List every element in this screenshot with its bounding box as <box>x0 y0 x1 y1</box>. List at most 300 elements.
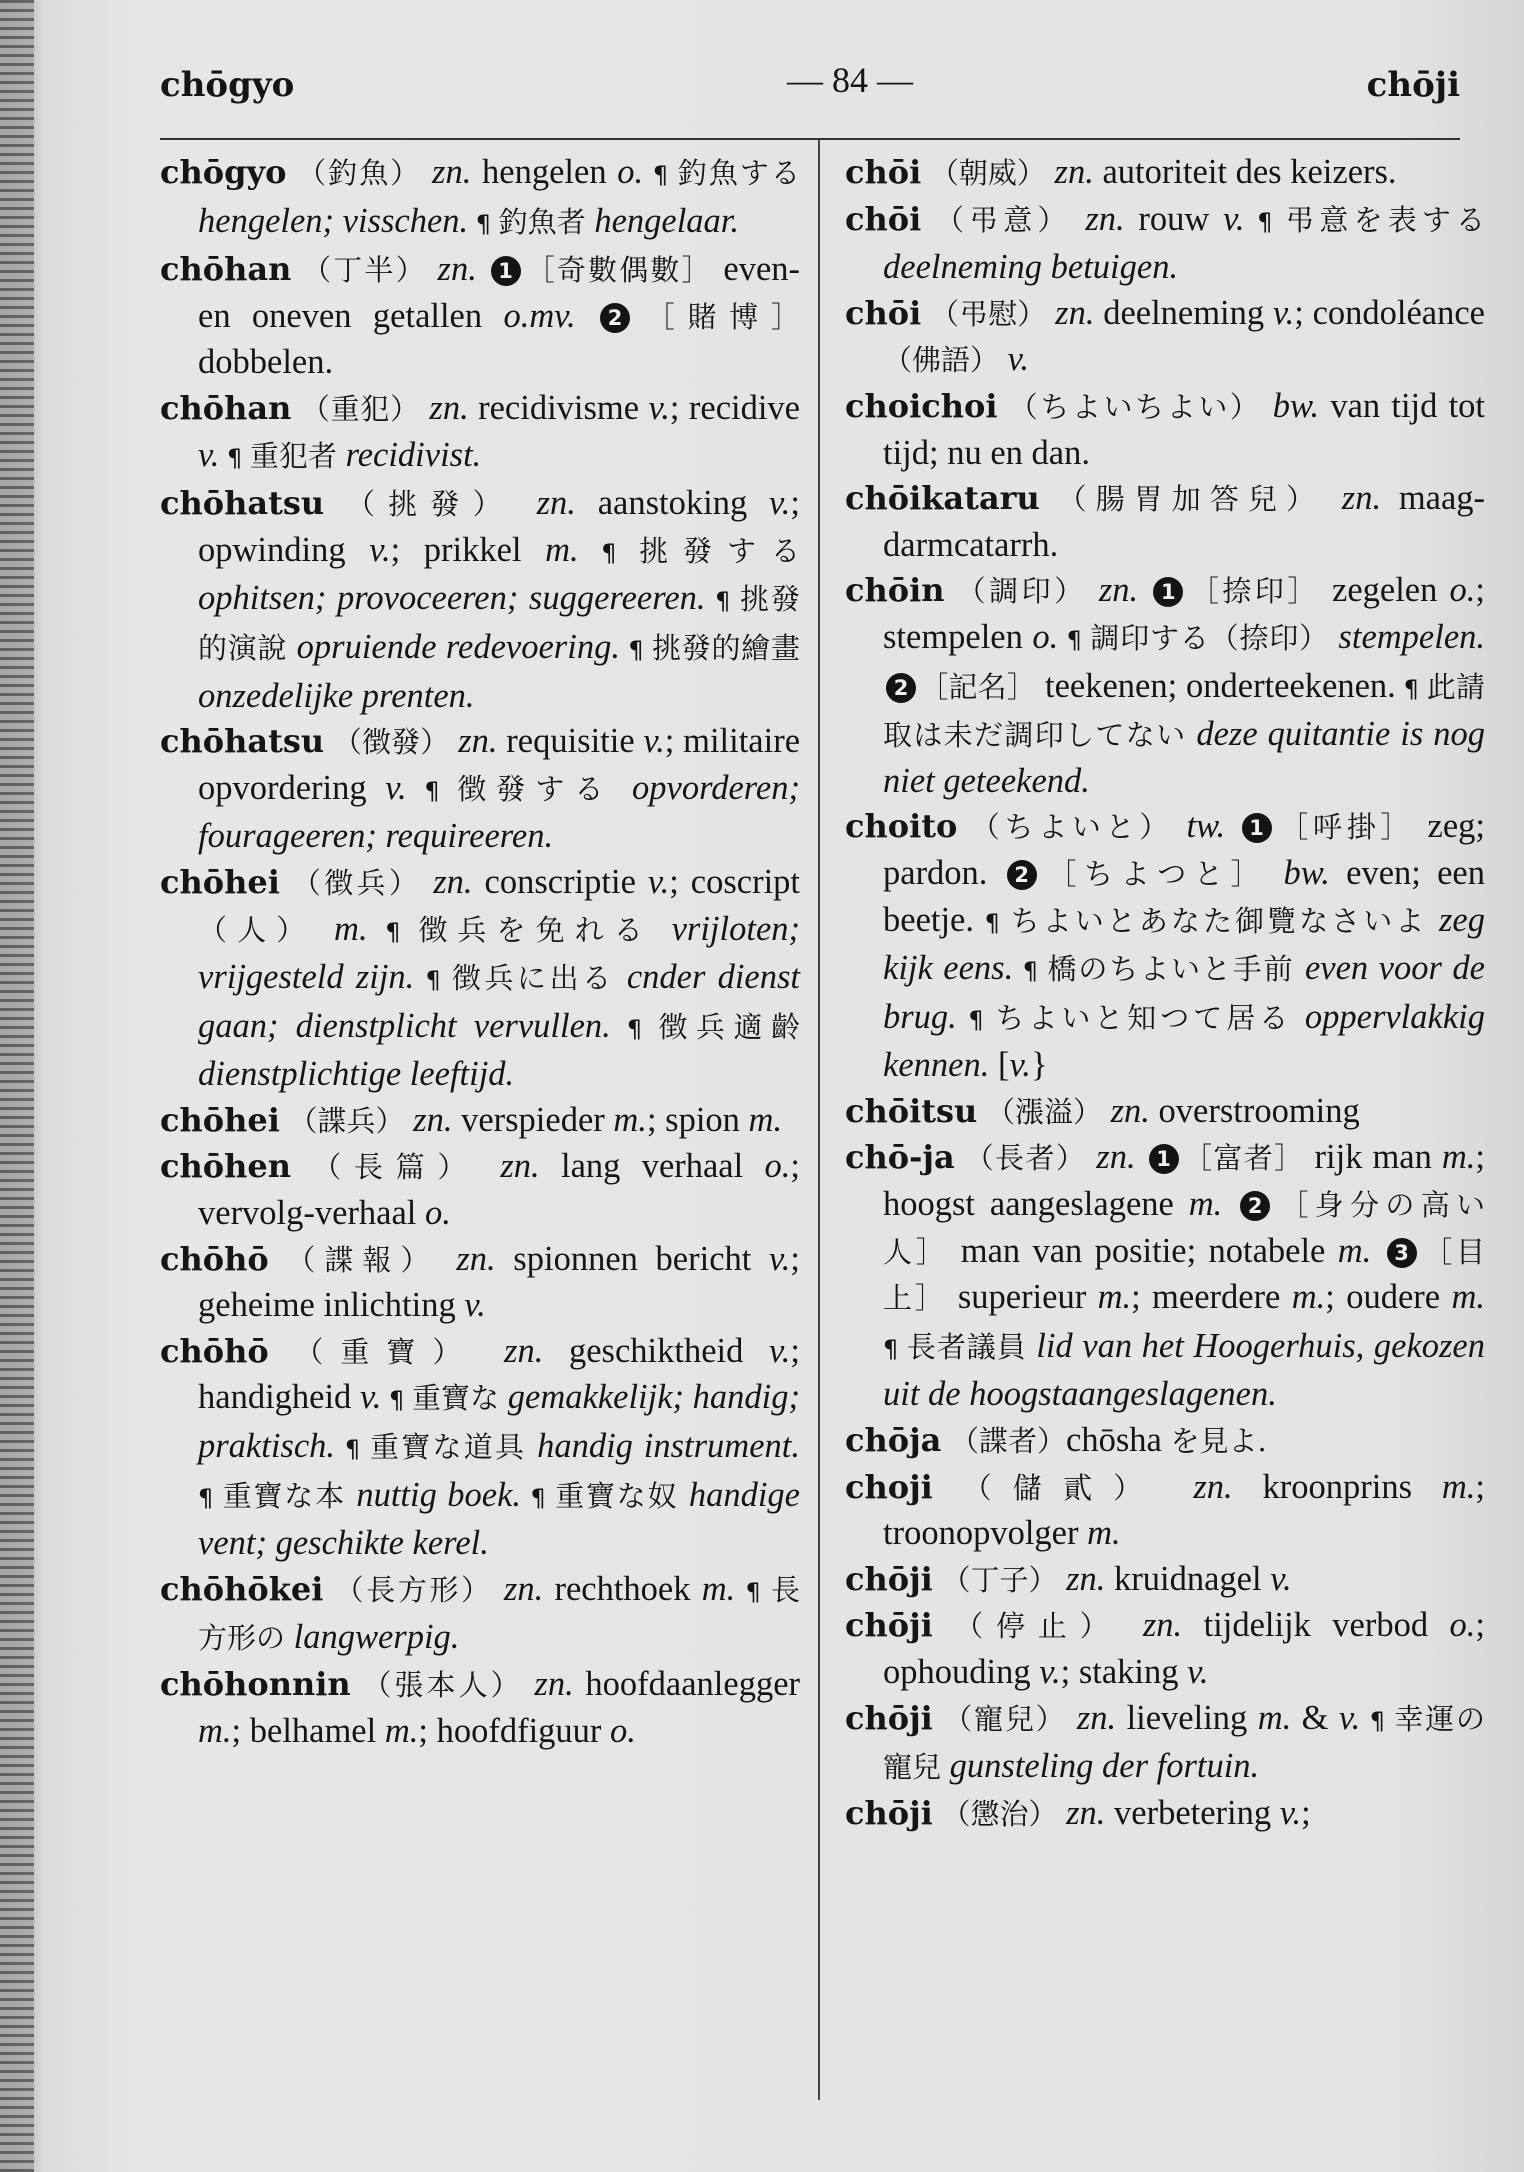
italic-text: deze quitantie is nog niet geteekend. <box>883 715 1485 800</box>
entry-kanji: （漲溢） <box>985 1094 1102 1129</box>
italic-text: bw. <box>1283 853 1330 892</box>
right-column <box>845 150 1485 1837</box>
entry-headword: chōji <box>845 1698 933 1737</box>
entry-kanji: （儲貳） <box>962 1470 1164 1505</box>
definition-text: zegelen <box>1319 571 1450 610</box>
japanese-text: （佛語） <box>883 343 1000 378</box>
definition-text: ; hoofdfiguur <box>418 1711 611 1750</box>
pilcrow-mark: ¶ <box>705 587 741 616</box>
entry-kanji: （諜兵） <box>288 1103 405 1138</box>
definition-text: } <box>1030 1046 1048 1085</box>
italic-text: v. <box>1223 199 1245 238</box>
book-binding <box>0 0 34 2172</box>
definition-text <box>1138 571 1150 609</box>
definition-text: ; troonopvolger <box>883 1467 1485 1553</box>
japanese-text: ちよいと知つて居る <box>995 1000 1293 1035</box>
pilcrow-mark: ¶ <box>521 1483 556 1512</box>
definition-text: ; belhamel <box>231 1711 385 1750</box>
dictionary-entry <box>160 1567 800 1662</box>
italic-text: o.mv. <box>503 296 576 335</box>
italic-text: v. <box>769 1239 791 1278</box>
italic-text: m. <box>613 1100 647 1139</box>
italic-text: m. <box>701 1569 736 1608</box>
part-of-speech: zn. <box>1055 293 1095 332</box>
italic-text: stempelen. <box>1328 617 1486 656</box>
part-of-speech: zn. <box>1054 153 1094 191</box>
definition-text: rijk man <box>1304 1138 1442 1177</box>
japanese-text: 重犯者 <box>249 438 337 473</box>
definition-text: tijdelijk verbod <box>1182 1606 1450 1645</box>
italic-text: zeg kijk eens. <box>883 900 1485 988</box>
italic-text: even voor de brug. <box>883 949 1485 1036</box>
definition-text: ; stempelen <box>883 571 1485 656</box>
definition-text: ; prikkel <box>390 530 546 569</box>
entry-headword: choichoi <box>845 386 998 425</box>
definition-text: chōsha <box>1066 1421 1171 1460</box>
entry-kanji: （重犯） <box>300 391 420 426</box>
definition-text: requisitie <box>497 722 644 761</box>
italic-text: m. <box>1441 1467 1476 1506</box>
italic-text: o. <box>425 1194 451 1233</box>
pilcrow-mark: ¶ <box>1013 957 1048 986</box>
italic-text: m. <box>1087 1514 1121 1553</box>
italic-text: gemakkelijk; handig; praktisch. <box>198 1378 801 1466</box>
entry-kanji: （重寶） <box>294 1334 479 1369</box>
definition-text: [ <box>989 1046 1010 1085</box>
italic-text: ophitsen; provoceeren; suggereeren. <box>198 579 706 618</box>
italic-text: m. <box>1337 1231 1372 1270</box>
japanese-text: を見よ. <box>1170 1424 1267 1459</box>
definition-text: deelneming <box>1094 293 1273 332</box>
sense-number: 2 <box>1240 1191 1270 1221</box>
definition-text: ; vervolg-verhaal <box>198 1147 800 1233</box>
entry-headword: chōi <box>845 153 922 191</box>
definition-text: kruidnagel <box>1105 1559 1271 1598</box>
dictionary-entry <box>160 860 800 1098</box>
pilcrow-mark: ¶ <box>1244 207 1286 236</box>
japanese-text: 挑發する <box>639 533 800 568</box>
italic-text: v. <box>769 484 791 523</box>
entry-kanji: （徴發） <box>332 725 450 760</box>
entry-kanji: （ちよいと） <box>970 810 1174 845</box>
japanese-text: ［身分の高い人］ <box>883 1188 1485 1269</box>
dictionary-entry <box>845 1696 1485 1791</box>
definition-text: van tijd tot tijd; nu en dan. <box>883 386 1486 472</box>
italic-text: v. <box>385 768 407 807</box>
dictionary-entry <box>160 481 800 719</box>
definition-text: autoriteit des keizers. <box>1093 153 1397 191</box>
italic-text: hengelen; visschen. <box>198 201 469 240</box>
definition-text: ; opwinding <box>198 484 800 569</box>
part-of-speech: zn. <box>534 1665 574 1703</box>
japanese-text: 挑發的繪畫 <box>651 630 800 665</box>
japanese-text: 徴兵を免れる <box>418 912 653 947</box>
definition-text: even-en oneven getallen <box>198 250 801 335</box>
part-of-speech: zn. <box>503 1569 544 1608</box>
dictionary-entry <box>160 1329 800 1567</box>
japanese-text: 徴發する <box>457 771 614 806</box>
pilcrow-mark: ¶ <box>414 966 452 995</box>
definition-text <box>1222 1185 1237 1223</box>
japanese-text: 幸運の寵兒 <box>883 1701 1486 1785</box>
entry-kanji: （懲治） <box>941 1796 1058 1831</box>
dictionary-entry <box>845 1603 1485 1695</box>
japanese-text: 弔意を表する <box>1285 202 1485 237</box>
entry-kanji: （調印） <box>956 574 1087 609</box>
italic-text: opruiende redevoering. <box>287 627 620 666</box>
sense-number: 2 <box>886 673 916 703</box>
pilcrow-mark: ¶ <box>956 1005 996 1034</box>
japanese-text: 重寶な本 <box>222 1478 346 1513</box>
entry-headword: chōikataru <box>845 479 1040 518</box>
entry-headword: chōja <box>845 1421 942 1460</box>
italic-text: m. <box>334 909 368 948</box>
dictionary-entry <box>160 386 800 481</box>
italic-text: v. <box>769 1331 791 1370</box>
entry-kanji: （諜者） <box>950 1424 1067 1459</box>
definition-text: ; <box>1301 1793 1311 1832</box>
italic-text: v. <box>648 388 670 427</box>
dictionary-entry <box>845 150 1485 197</box>
definition-text: kroonprins <box>1232 1467 1442 1506</box>
pilcrow-mark: ¶ <box>883 1334 907 1363</box>
part-of-speech: zn. <box>432 153 472 191</box>
pilcrow-mark: ¶ <box>335 1435 371 1464</box>
pilcrow-mark: ¶ <box>406 776 458 805</box>
italic-text: opvorderen; fourageeren; requireeren. <box>198 768 800 856</box>
entry-headword: chōitsu <box>845 1091 978 1130</box>
italic-text: gunsteling der fortuin. <box>941 1747 1260 1786</box>
entry-kanji: （徴兵） <box>291 865 422 900</box>
dictionary-entry <box>160 1144 800 1236</box>
part-of-speech: zn. <box>433 862 473 901</box>
italic-text: m. <box>748 1100 783 1139</box>
definition-text: man van positie; notabele <box>948 1231 1338 1270</box>
dictionary-entry <box>845 1557 1485 1604</box>
entry-headword: chōi <box>845 293 922 332</box>
definition-text: ; oudere <box>1325 1278 1452 1317</box>
italic-text: m. <box>1257 1698 1292 1737</box>
italic-text: vrijloten; vrijgesteld zijn. <box>198 909 800 997</box>
definition-text <box>315 910 334 948</box>
definition-text: verbetering <box>1105 1793 1280 1832</box>
entry-headword: choito <box>845 807 958 846</box>
definition-text: hengelen <box>471 153 618 191</box>
definition-text: ; handigheid <box>198 1331 800 1417</box>
entry-kanji: （釣魚） <box>297 156 422 190</box>
page-number: — 84 — <box>787 60 913 100</box>
sense-number: 2 <box>600 303 630 333</box>
header-rule <box>160 138 1460 140</box>
entry-kanji: （諜報） <box>286 1242 439 1277</box>
dictionary-entry <box>160 1098 800 1145</box>
japanese-text: ［富者］ <box>1181 1141 1305 1176</box>
pilcrow-mark: ¶ <box>973 908 1011 937</box>
dictionary-entry <box>845 291 1485 384</box>
italic-text: oppervlakkig kennen. <box>883 997 1485 1085</box>
definition-text: dobbelen. <box>198 343 334 382</box>
pilcrow-mark: ¶ <box>468 209 499 238</box>
entry-headword: chōi <box>845 199 922 238</box>
pilcrow-mark: ¶ <box>619 635 652 664</box>
dictionary-entry <box>160 719 800 860</box>
pilcrow-mark: ¶ <box>1395 674 1427 703</box>
definition-text: even; een beetje. <box>883 853 1485 939</box>
italic-text: onzedelijke prenten. <box>198 676 475 715</box>
italic-text: v. <box>464 1286 486 1325</box>
entry-headword: chōhō <box>160 1331 269 1370</box>
definition-text <box>999 340 1008 378</box>
entry-kanji: （挑發） <box>345 487 515 522</box>
part-of-speech: zn. <box>1142 1606 1183 1645</box>
pilcrow-mark: ¶ <box>367 917 419 946</box>
part-of-speech: zn. <box>1098 571 1139 610</box>
italic-text: o. <box>1449 1606 1476 1645</box>
dictionary-entry <box>845 476 1485 568</box>
entry-kanji: （長者） <box>964 1141 1087 1176</box>
japanese-text: 徴兵に出る <box>451 961 615 996</box>
sense-number: 1 <box>1153 577 1183 607</box>
italic-text: m. <box>1441 1138 1476 1177</box>
definition-text: overstrooming <box>1149 1091 1360 1130</box>
entry-headword: chōji <box>845 1793 933 1832</box>
italic-text: hengelaar. <box>585 201 740 240</box>
italic-text: m. <box>1451 1278 1485 1317</box>
japanese-text: 徴兵適齡 <box>658 1009 800 1044</box>
definition-text: spionnen bericht <box>495 1239 770 1278</box>
definition-text: ; geheime inlichting <box>198 1239 801 1325</box>
dictionary-entry <box>845 568 1485 804</box>
definition-text <box>1225 807 1238 845</box>
pilcrow-mark: ¶ <box>610 1014 659 1043</box>
japanese-text: 重寶な <box>411 1381 500 1416</box>
definition-text: ; coscript <box>669 862 801 901</box>
entry-headword: chōhōkei <box>160 1569 324 1608</box>
part-of-speech: zn. <box>458 722 498 761</box>
definition-text <box>1371 1232 1383 1270</box>
japanese-text: 調印する（捺印） <box>1090 620 1329 655</box>
dictionary-entry <box>845 1418 1485 1465</box>
part-of-speech: zn. <box>1110 1091 1150 1130</box>
italic-text: lid van het Hoogerhuis, gekozen uit de hoogstaangeslagenen. <box>883 1326 1485 1414</box>
pilcrow-mark: ¶ <box>735 1577 771 1606</box>
italic-text: nuttig boek. <box>345 1475 522 1514</box>
entry-headword: chōji <box>845 1606 933 1645</box>
pilcrow-mark: ¶ <box>1058 625 1091 654</box>
italic-text: v. <box>1007 340 1030 379</box>
definition-text: hoofdaanlegger <box>573 1665 800 1703</box>
japanese-text: ちよいとあなた御覽なさいよ <box>1010 903 1428 938</box>
entry-headword: chōin <box>845 571 945 610</box>
definition-text: recidivisme <box>468 388 649 427</box>
part-of-speech: zn. <box>1076 1698 1117 1737</box>
japanese-text: 此請取は未だ調印してない <box>883 669 1485 753</box>
definition-text <box>1136 1138 1146 1176</box>
right-running-head: chōji <box>1366 65 1460 105</box>
definition-text: rouw <box>1124 199 1224 238</box>
sense-number: 1 <box>491 256 521 286</box>
part-of-speech: zn. <box>1341 479 1382 518</box>
japanese-text: ［呼掛］ <box>1274 810 1415 845</box>
japanese-text: 橋のちよいと手前 <box>1047 952 1295 987</box>
italic-text: v. <box>647 862 670 901</box>
definition-text: ; recidive <box>669 388 800 427</box>
italic-text: recidivist. <box>336 435 482 474</box>
definition-text: conscriptie <box>472 862 648 901</box>
entry-headword: chō-ja <box>845 1138 955 1177</box>
entry-kanji: （丁子） <box>941 1562 1058 1597</box>
entry-kanji: （張本人） <box>362 1668 523 1702</box>
definition-text: & <box>1291 1698 1339 1737</box>
definition-text: ; staking <box>1060 1653 1188 1691</box>
entry-headword: chōhei <box>160 862 280 901</box>
italic-text: v. <box>643 722 665 761</box>
entry-kanji: （朝威） <box>929 156 1046 190</box>
entry-headword: chōji <box>845 1559 933 1598</box>
japanese-text: 重寶な道具 <box>370 1430 527 1465</box>
italic-text: m. <box>1097 1278 1132 1317</box>
dictionary-entry <box>845 1791 1485 1838</box>
japanese-text: ［奇數偶數］ <box>523 253 713 288</box>
pilcrow-mark: ¶ <box>643 161 678 189</box>
sense-number: 1 <box>1149 1144 1179 1174</box>
japanese-text: 釣魚者 <box>498 204 586 239</box>
entry-kanji: （弔慰） <box>929 296 1047 331</box>
entry-kanji: （長篇） <box>312 1150 480 1185</box>
italic-text: m. <box>384 1711 419 1750</box>
entry-headword: chōhatsu <box>160 722 325 761</box>
japanese-text: ［記名］ <box>919 669 1037 704</box>
definition-text: ; hoogst aangeslagene <box>883 1138 1486 1224</box>
definition-text <box>576 297 597 335</box>
part-of-speech: zn. <box>456 1239 496 1278</box>
entry-kanji: （ちよいちよい） <box>1008 389 1262 424</box>
part-of-speech: bw. <box>1272 386 1320 425</box>
sense-number: 1 <box>1242 813 1272 843</box>
part-of-speech: zn. <box>437 250 477 289</box>
definition-text: verspieder <box>452 1100 614 1139</box>
definition-text: maag-darmcatarrh. <box>883 479 1486 564</box>
definition-text: rechthoek <box>543 1569 702 1608</box>
italic-text: v. <box>198 435 220 474</box>
japanese-text: ［賭博］ <box>633 299 800 334</box>
definition-text: geschiktheid <box>543 1331 770 1370</box>
japanese-text: ［目上］ <box>883 1234 1485 1316</box>
definition-text: teekenen; onderteekenen. <box>1036 666 1396 705</box>
italic-text: o. <box>1449 571 1476 610</box>
part-of-speech: zn. <box>1096 1138 1136 1177</box>
japanese-text: ［捺印］ <box>1186 574 1320 609</box>
japanese-text: 長方形の <box>198 1572 801 1656</box>
italic-text: deelneming betuigen. <box>883 248 1179 287</box>
part-of-speech: zn. <box>536 484 576 523</box>
italic-text: handig instrument. <box>526 1427 800 1466</box>
entry-kanji: （停止） <box>954 1609 1122 1644</box>
part-of-speech: zn. <box>1066 1559 1106 1598</box>
italic-text: v. <box>1187 1653 1209 1691</box>
italic-text: v. <box>1009 1046 1031 1085</box>
entry-kanji: （腸胃加答兒） <box>1057 482 1325 517</box>
sense-number: 3 <box>1387 1238 1417 1268</box>
italic-text: v. <box>1272 293 1295 332</box>
italic-text: m. <box>545 530 579 569</box>
italic-text: langwerpig. <box>285 1618 460 1657</box>
japanese-text: 釣魚する <box>677 156 800 190</box>
sense-number: 2 <box>1007 860 1037 890</box>
definition-text: zeg; pardon. <box>883 807 1485 892</box>
japanese-text: 重寶な奴 <box>555 1478 679 1513</box>
dictionary-entry <box>160 1237 800 1329</box>
japanese-text: 長者議員 <box>906 1329 1027 1364</box>
entry-kanji: （弔意） <box>935 202 1072 237</box>
entry-headword: chōhō <box>160 1239 269 1278</box>
pilcrow-mark: ¶ <box>578 538 640 567</box>
part-of-speech: zn. <box>500 1147 540 1186</box>
definition-text: ; condoléance <box>1294 293 1485 332</box>
dictionary-entry <box>845 1089 1485 1136</box>
italic-text: v. <box>1279 1793 1302 1832</box>
italic-text: m. <box>1291 1278 1326 1317</box>
italic-text: v. <box>1270 1559 1292 1598</box>
part-of-speech: zn. <box>504 1331 544 1370</box>
page-header <box>160 55 1460 115</box>
part-of-speech: zn. <box>1085 199 1125 238</box>
definition-text: ; meerdere <box>1131 1278 1292 1317</box>
entry-kanji: （長方形） <box>334 1572 493 1607</box>
italic-text: o. <box>617 153 644 191</box>
definition-text: aanstoking <box>575 484 770 523</box>
part-of-speech: zn. <box>1193 1467 1233 1506</box>
column-divider <box>818 140 820 2100</box>
pilcrow-mark: ¶ <box>1360 1706 1395 1735</box>
entry-headword: chōhan <box>160 250 292 289</box>
definition-text: ; militaire opvordering <box>198 722 801 807</box>
italic-text: o. <box>610 1711 636 1750</box>
pilcrow-mark: ¶ <box>381 1386 412 1415</box>
entry-headword: chōhei <box>160 1100 280 1139</box>
definition-text: lieveling <box>1116 1698 1258 1737</box>
entry-headword: chōhonnin <box>160 1665 351 1703</box>
italic-text: o. <box>764 1147 791 1186</box>
italic-text: o. <box>1032 617 1059 656</box>
italic-text: dienstplichtige leeftijd. <box>198 1055 515 1094</box>
italic-text: v. <box>369 530 391 569</box>
dictionary-entry <box>160 1662 800 1754</box>
part-of-speech: zn. <box>1066 1793 1106 1832</box>
entry-headword: choji <box>845 1467 933 1506</box>
part-of-speech: zn. <box>429 388 469 427</box>
entry-headword: chōhatsu <box>160 484 325 523</box>
italic-text: v. <box>1338 1698 1361 1737</box>
dictionary-entry <box>845 197 1485 291</box>
dictionary-entry <box>845 384 1485 476</box>
definition-text: ; ophouding <box>883 1606 1485 1691</box>
italic-text: cnder dienst gaan; dienstplicht vervullen. <box>198 958 800 1045</box>
part-of-speech: zn. <box>413 1100 453 1139</box>
dictionary-entry <box>845 804 1485 1089</box>
entry-headword: chōgyo <box>160 153 287 191</box>
japanese-text: ［ちよつと］ <box>1039 856 1268 891</box>
italic-text: v. <box>1039 1653 1061 1691</box>
definition-text: ; spion <box>646 1100 749 1139</box>
entry-headword: chōhen <box>160 1147 291 1186</box>
dictionary-entry <box>160 247 800 386</box>
left-running-head: chōgyo <box>160 65 295 105</box>
left-column <box>160 150 800 1754</box>
entry-kanji: （寵兒） <box>943 1701 1067 1736</box>
italic-text: m. <box>1188 1185 1223 1224</box>
definition-text: superieur <box>946 1278 1098 1317</box>
